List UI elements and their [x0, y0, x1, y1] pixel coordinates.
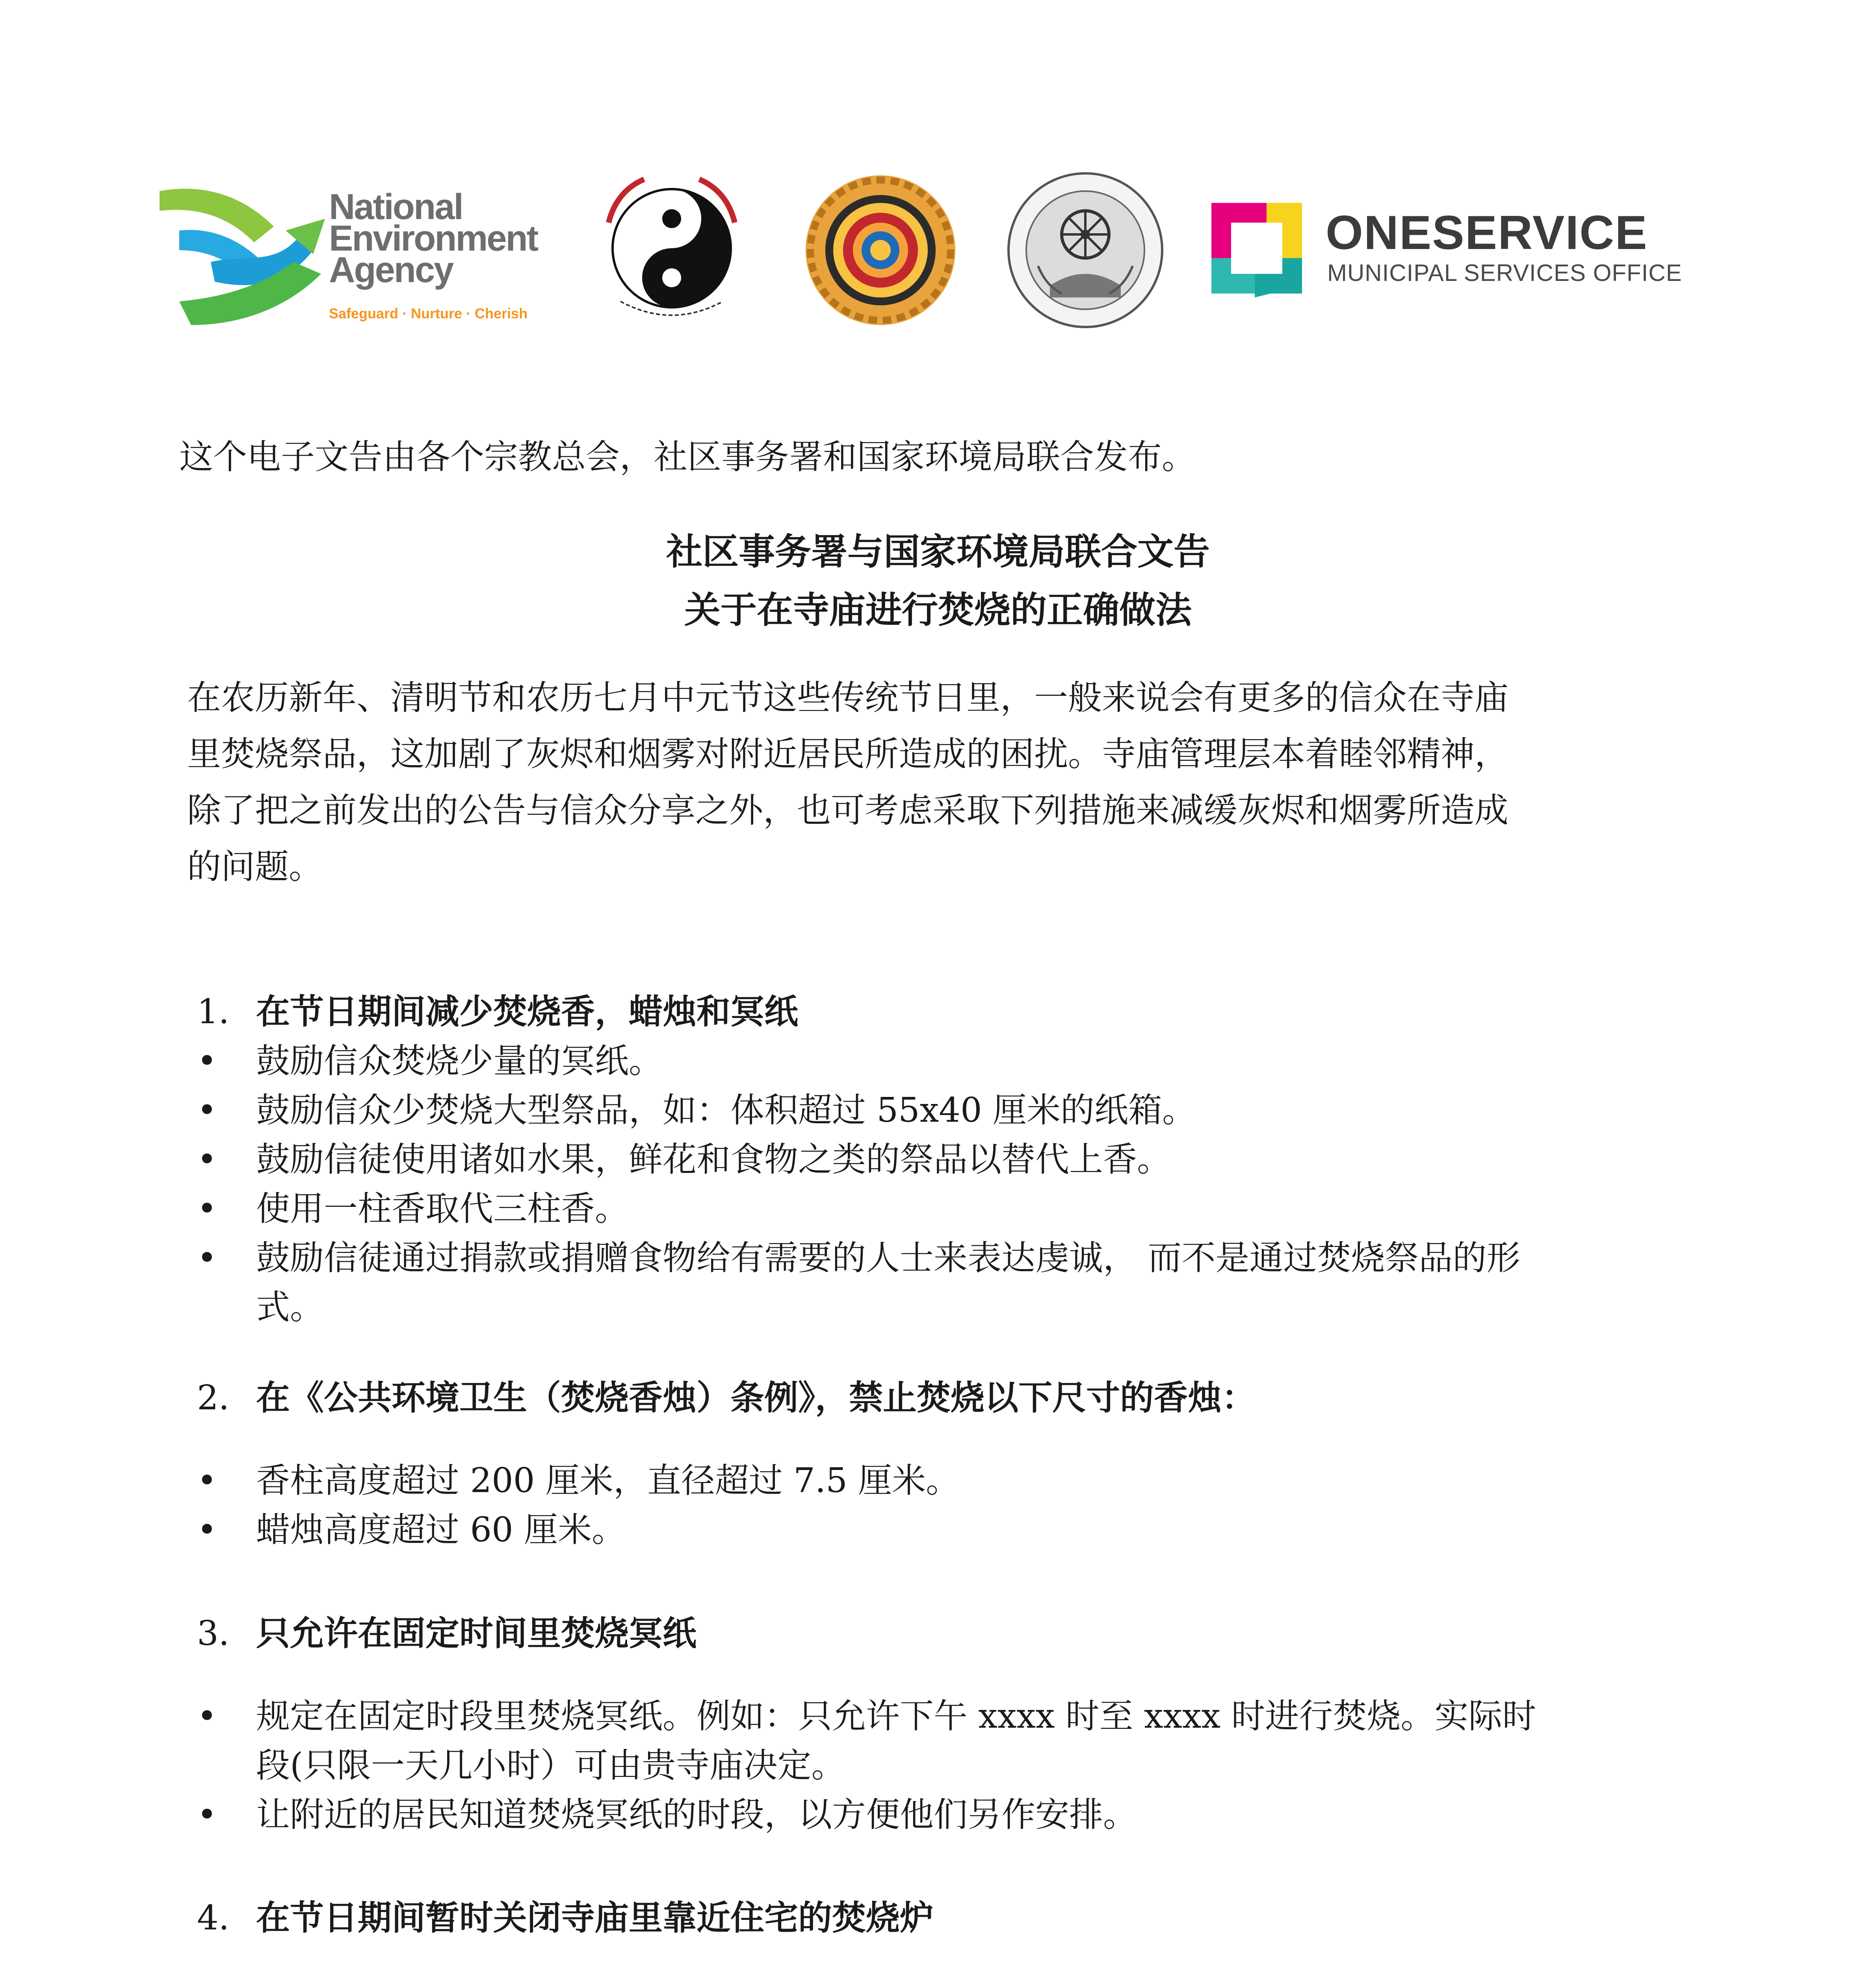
- section-heading: [197, 1609, 1726, 1658]
- bullet-line: • 鼓励信众焚烧少量的冥纸。: [256, 1041, 663, 1081]
- intro-paragraph: [187, 670, 1712, 895]
- nea-logo-text: [329, 187, 550, 322]
- bullet-item: [197, 1184, 1726, 1234]
- bullet-line: • 使用一柱香取代三柱香。: [256, 1189, 629, 1228]
- section-1: [197, 987, 1726, 1332]
- paragraph-line: 的问题。: [187, 847, 323, 886]
- section-3: [197, 1609, 1726, 1840]
- section-number: 1.: [197, 992, 230, 1031]
- intro-text: 这个电子文告由各个宗教总会，社区事务署和国家环境局联合发布。: [179, 437, 1196, 477]
- bullet-line: • 鼓励信徒使用诸如水果，鲜花和食物之类的祭品以替代上香。: [256, 1140, 1171, 1179]
- buddhist-federation-logo-icon: [802, 167, 959, 333]
- section-heading: [197, 1373, 1726, 1423]
- oneservice-logo-text: [1326, 206, 1682, 288]
- oneservice-subtitle: MUNICIPAL SERVICES OFFICE: [1327, 260, 1682, 286]
- section-4: [197, 1893, 1726, 1970]
- bullet-list: [197, 1456, 1726, 1555]
- nea-name-line2: Environment: [329, 218, 538, 258]
- wat-ananda-logo-icon: [1003, 167, 1168, 333]
- bullet-line: 段(只限一天几小时）可由贵寺庙决定。: [256, 1746, 845, 1785]
- paragraph-line: 除了把之前发出的公告与信众分享之外，也可考虑采取下列措施来减缓灰烬和烟雾所造成: [187, 791, 1508, 830]
- nea-tagline: Safeguard · Nurture · Cherish: [329, 305, 528, 322]
- bullet-list: [197, 1692, 1726, 1840]
- section-2: [197, 1373, 1726, 1555]
- oneservice-name: ONESERVICE: [1326, 206, 1648, 259]
- bullet-line: • 鼓励信徒通过捐款或捐赠食物给有需要的人士来表达虔诚， 而不是通过焚烧祭品的形: [256, 1238, 1521, 1278]
- section-heading-text: 只允许在固定时间里焚烧冥纸: [256, 1613, 697, 1653]
- section-heading-text: 在《公共环境卫生（焚烧香烛）条例》，禁止焚烧以下尺寸的香烛：: [256, 1378, 1256, 1418]
- bullet-list: [197, 1037, 1726, 1332]
- bullet-item: [197, 1037, 1726, 1086]
- bullet-line: 式。: [256, 1288, 324, 1327]
- taoist-federation-logo-icon: [593, 167, 750, 333]
- bullet-line: • 香柱高度超过 200 厘米，直径超过 7.5 厘米。: [256, 1461, 960, 1500]
- bullet-item: [197, 1456, 1726, 1505]
- nea-logo-icon: [156, 183, 329, 329]
- nea-name-line1: National: [329, 187, 462, 227]
- bullet-item: [197, 1086, 1726, 1135]
- section-heading-text: 在节日期间暂时关闭寺庙里靠近住宅的焚烧炉: [256, 1898, 934, 1938]
- section-heading-text: 在节日期间减少焚烧香，蜡烛和冥纸: [256, 992, 798, 1031]
- bullet-line: • 让附近的居民知道焚烧冥纸的时段，以方便他们另作安排。: [256, 1795, 1137, 1834]
- bullet-item: [197, 1505, 1726, 1555]
- bullet-line: • 蜡烛高度超过 60 厘米。: [256, 1510, 626, 1550]
- bullet-item: [197, 1135, 1726, 1184]
- logo-strip: [156, 167, 1682, 333]
- document-title-line1: 社区事务署与国家环境局联合文告: [666, 530, 1210, 573]
- section-heading: [197, 1893, 1726, 1943]
- bullet-item: [197, 1790, 1726, 1840]
- nea-name: [329, 187, 538, 290]
- bullet-line: • 规定在固定时段里焚烧冥纸。例如：只允许下午 xxxx 时至 xxxx 时进行焚烧。实际时: [256, 1697, 1536, 1736]
- section-heading: [197, 987, 1726, 1037]
- nea-name-line3: Agency: [329, 250, 453, 290]
- section-number: 2.: [197, 1378, 230, 1418]
- section-number: 3.: [197, 1614, 230, 1653]
- bullet-line: • 鼓励信众少焚烧大型祭品，如：体积超过 55x40 厘米的纸箱。: [256, 1091, 1196, 1130]
- paragraph-line: 在农历新年、清明节和农历七月中元节这些传统节日里，一般来说会有更多的信众在寺庙: [187, 678, 1508, 717]
- oneservice-logo-icon: [1207, 199, 1306, 297]
- document-title-line2: 关于在寺庙进行焚烧的正确做法: [684, 589, 1192, 631]
- bullet-item: [197, 1234, 1726, 1332]
- bullet-item: [197, 1692, 1726, 1790]
- section-number: 4.: [197, 1898, 230, 1938]
- paragraph-line: 里焚烧祭品，这加剧了灰烬和烟雾对附近居民所造成的困扰。寺庙管理层本着睦邻精神，: [187, 734, 1508, 774]
